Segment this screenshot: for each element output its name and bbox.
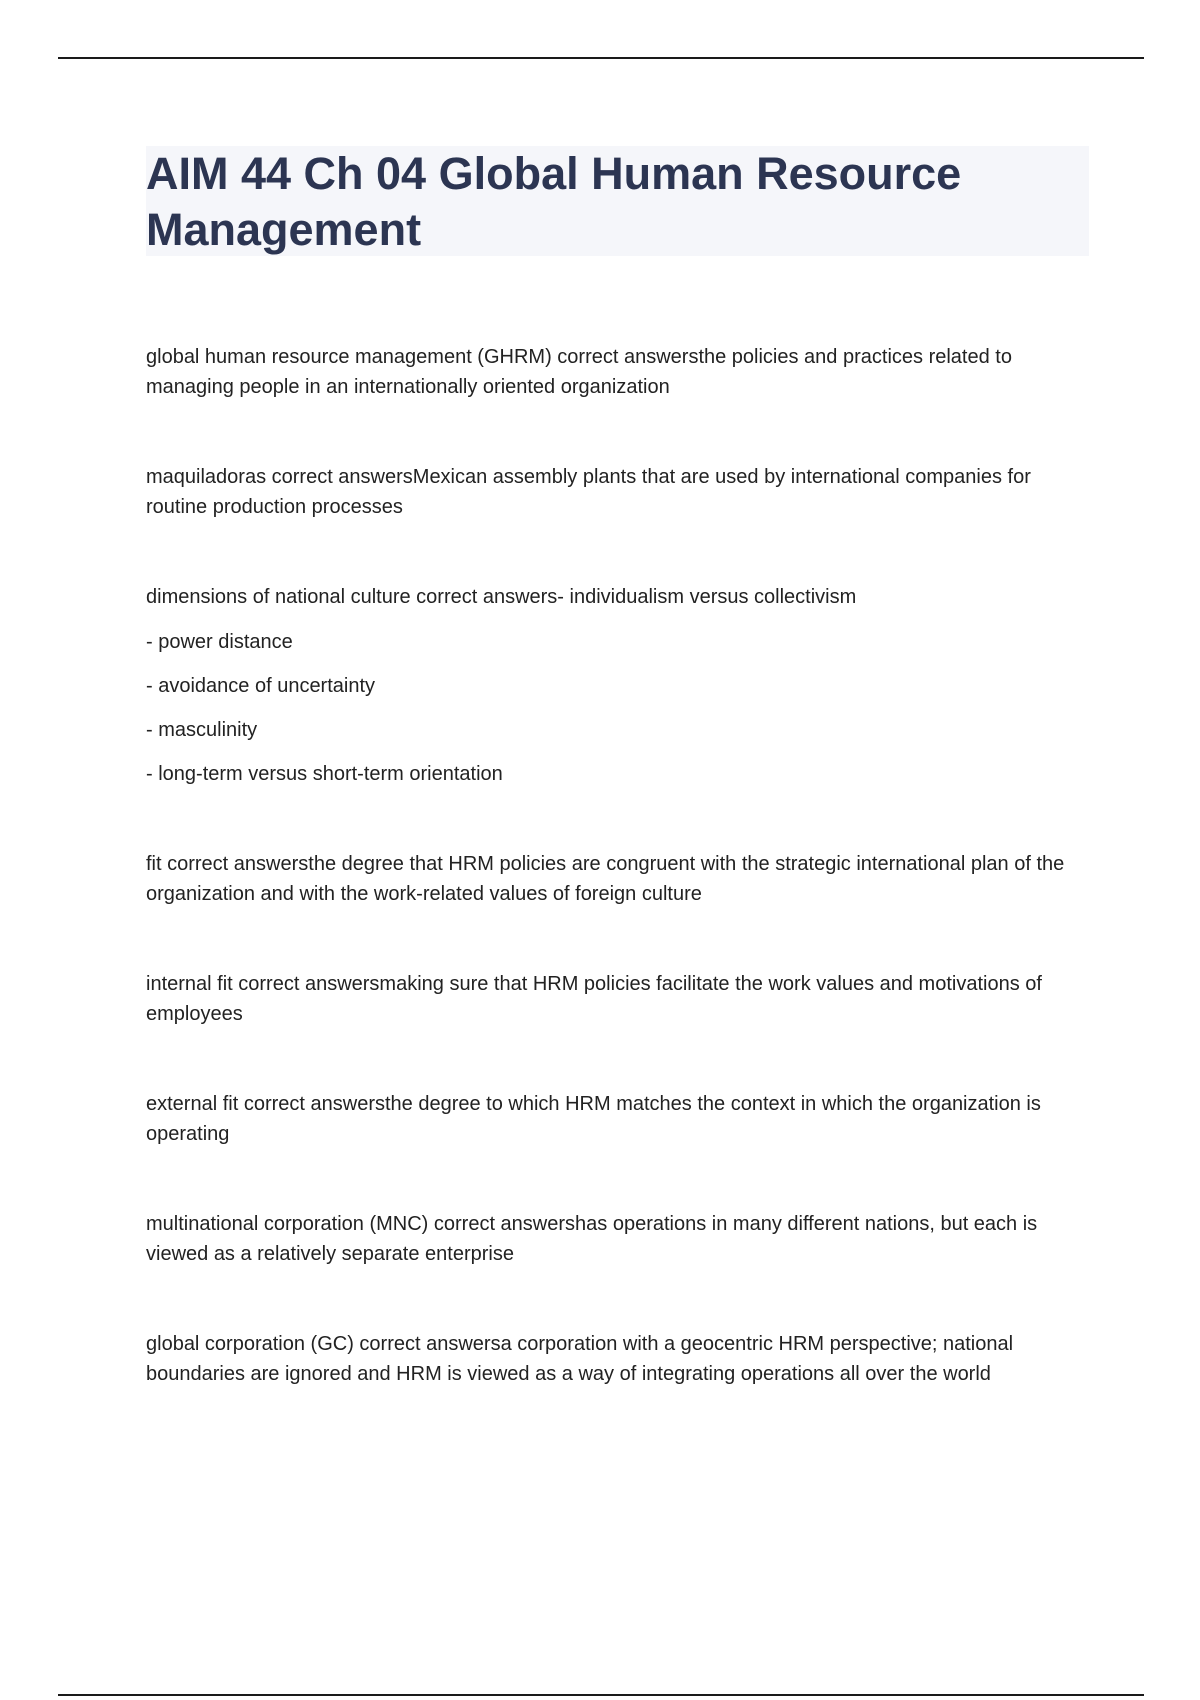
page-title: AIM 44 Ch 04 Global Human Resource Management xyxy=(146,148,962,255)
entry-text: maquiladoras correct answersMexican assembly plants that are used by international companies for routine production processes xyxy=(146,466,1031,518)
entry-text: internal fit correct answersmaking sure that HRM policies facilitate the work values and motivations of employees xyxy=(146,973,1042,1025)
entry-text: multinational corporation (MNC) correct answershas operations in many different nations, but each is viewed as a relatively separate enterprise xyxy=(146,1213,1038,1265)
entry-text: dimensions of national culture correct answers- individualism versus collectivism xyxy=(146,586,857,608)
document-body xyxy=(146,342,1086,1449)
bottom-divider xyxy=(58,1694,1144,1696)
entry-dimensions-of-culture xyxy=(146,582,1086,789)
entry-text: global corporation (GC) correct answersa corporation with a geocentric HRM perspective; national boundaries are ignored and HRM is viewed as a way of integrating operations all over the world xyxy=(146,1333,1014,1385)
entry-text: global human resource management (GHRM) correct answersthe policies and practices related to managing people in an internationally oriented organization xyxy=(146,346,1012,398)
entry-ghrm xyxy=(146,342,1086,402)
entry-gc xyxy=(146,1329,1086,1389)
list-item: - power distance xyxy=(146,631,293,653)
top-divider xyxy=(58,57,1144,59)
list-item: - long-term versus short-term orientation xyxy=(146,763,503,785)
entry-mnc xyxy=(146,1209,1086,1269)
list-item: - avoidance of uncertainty xyxy=(146,675,376,697)
entry-external-fit xyxy=(146,1089,1086,1149)
entry-text: fit correct answersthe degree that HRM policies are congruent with the strategic international plan of the organization and with the work-related values of foreign culture xyxy=(146,853,1065,905)
entry-text: external fit correct answersthe degree to which HRM matches the context in which the organization is operating xyxy=(146,1093,1041,1145)
title-block xyxy=(146,146,1089,256)
entry-fit xyxy=(146,849,1086,909)
entry-maquiladoras xyxy=(146,462,1086,522)
list-item: - masculinity xyxy=(146,719,258,741)
entry-internal-fit xyxy=(146,969,1086,1029)
